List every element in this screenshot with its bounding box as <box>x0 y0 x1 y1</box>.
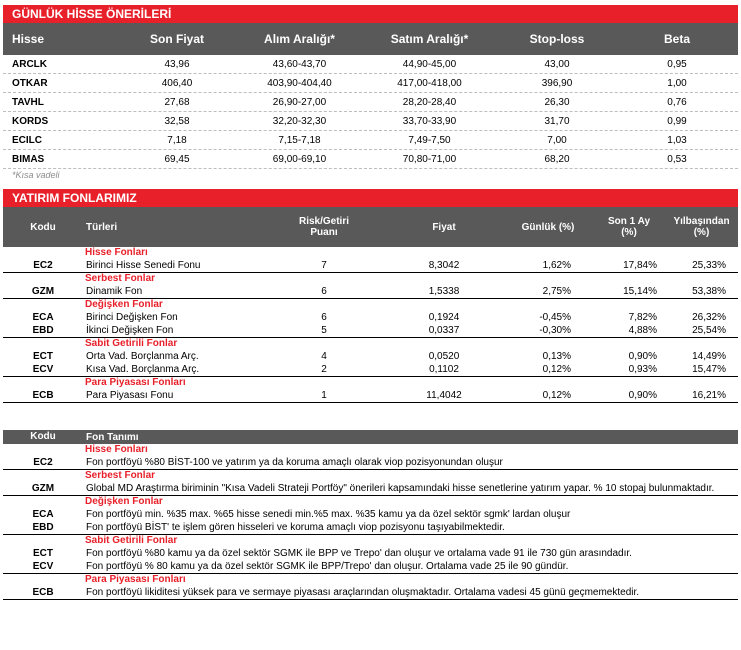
ytd-change: 26,32% <box>692 312 726 323</box>
fund-code: ECT <box>33 351 53 362</box>
buy-range: 32,20-32,30 <box>272 115 327 127</box>
header-fon-tanimi: Fon Tanımı <box>86 431 139 443</box>
definitions-header-row <box>3 430 738 444</box>
header-satim-araligi: Satım Aralığı* <box>390 32 469 46</box>
daily-stock-recommendations <box>3 5 738 181</box>
daily-change: -0,30% <box>539 325 571 336</box>
fund-code: ECB <box>32 587 54 598</box>
daily-change: 0,13% <box>542 351 571 362</box>
header-fiyat: Fiyat <box>432 221 456 233</box>
price: 0,0520 <box>428 351 460 362</box>
monthly-change: 0,90% <box>628 390 657 401</box>
table-row <box>3 131 738 150</box>
header-alim-araligi: Alım Aralığı* <box>264 32 335 46</box>
daily-change: 0,12% <box>542 364 571 375</box>
fund-name: Birinci Değişken Fon <box>86 312 178 323</box>
fund-code: ECV <box>32 364 54 375</box>
fund-name: Para Piyasası Fonu <box>86 390 174 401</box>
beta: 0,76 <box>667 96 687 108</box>
table-row <box>3 508 738 521</box>
table-row <box>3 547 738 560</box>
price: 11,4042 <box>426 390 462 401</box>
header-stop-loss: Stop-loss <box>529 32 585 46</box>
header-gunluk: Günlük (%) <box>521 221 575 233</box>
table-row <box>3 560 738 574</box>
category-label: Serbest Fonlar <box>85 273 156 284</box>
table-row <box>3 93 738 112</box>
fund-description: Fon portföyü likiditesi yüksek para ve sermaye piyasası araçlarından oluşmaktadır. Ortalama vadesi 45 günü geçmemektedir. <box>86 587 640 598</box>
stock-code: KORDS <box>12 115 49 127</box>
category-label: Değişken Fonlar <box>85 299 163 310</box>
fund-name: Birinci Hisse Senedi Fonu <box>86 260 201 271</box>
table-row <box>3 112 738 131</box>
price: 0,1924 <box>428 312 460 323</box>
sell-range: 7,49-7,50 <box>408 134 451 146</box>
header-beta: Beta <box>663 32 690 46</box>
risk-score: 5 <box>321 325 327 336</box>
last-price: 32,58 <box>164 115 190 127</box>
stock-code: OTKAR <box>12 77 48 89</box>
beta: 1,00 <box>667 77 687 89</box>
fund-code: ECA <box>32 509 54 520</box>
ytd-change: 14,49% <box>692 351 726 362</box>
category-label: Hisse Fonları <box>85 444 148 455</box>
fund-description: Fon portföyü min. %35 max. %65 hisse senedi min.%5 max. %35 kamu ya da özel sektör sgmk' lardan oluşur <box>86 509 571 520</box>
table-row <box>3 259 738 273</box>
category-label: Serbest Fonlar <box>85 470 156 481</box>
header-son-fiyat: Son Fiyat <box>149 32 204 46</box>
fund-name: Kısa Vad. Borçlanma Arç. <box>86 364 200 375</box>
risk-score: 2 <box>321 364 327 375</box>
table-row <box>3 456 738 470</box>
ytd-change: 25,54% <box>692 325 726 336</box>
table-row <box>3 521 738 535</box>
table-row <box>3 311 738 324</box>
monthly-change: 0,93% <box>628 364 657 375</box>
buy-range: 69,00-69,10 <box>272 153 327 165</box>
fund-name: İkinci Değişken Fon <box>86 325 174 336</box>
fund-description: Fon portföyü BİST' te işlem gören hisseleri ve koruma amaçlı viop pozisyonu taşıyabilmektedir. <box>86 522 505 533</box>
sell-range: 417,00-418,00 <box>397 77 462 89</box>
table-row <box>3 586 738 600</box>
sell-range: 44,90-45,00 <box>402 58 457 70</box>
daily-change: -0,45% <box>539 312 571 323</box>
risk-score: 6 <box>321 312 327 323</box>
stop-loss: 26,30 <box>544 96 570 108</box>
fund-name: Dinamik Fon <box>86 286 143 297</box>
header-risk-getiri: Risk/Getiri Puanı <box>298 216 350 238</box>
monthly-change: 0,90% <box>628 351 657 362</box>
last-price: 69,45 <box>164 153 190 165</box>
monthly-change: 15,14% <box>623 286 657 297</box>
fund-code: ECT <box>33 548 53 559</box>
ytd-change: 16,21% <box>692 390 726 401</box>
stock-code: BIMAS <box>12 153 45 165</box>
price: 1,5338 <box>428 286 460 297</box>
fund-code: EBD <box>32 325 54 336</box>
stop-loss: 31,70 <box>544 115 570 127</box>
fund-code: EC2 <box>33 260 53 271</box>
category-label: Para Piyasası Fonları <box>85 574 186 585</box>
table-row <box>3 389 738 403</box>
fund-definitions <box>3 430 738 600</box>
header-son-1-ay: Son 1 Ay (%) <box>607 216 651 238</box>
category-label: Değişken Fonlar <box>85 496 163 507</box>
stocks-title: GÜNLÜK HİSSE ÖNERİLERİ <box>3 5 738 23</box>
fund-description: Fon portföyü %80 kamu ya da özel sektör SGMK ile BPP ve Trepo' dan oluşur ve ortalama vade 91 ile 730 gün arasındadır. <box>86 548 632 559</box>
table-row <box>3 363 738 377</box>
sell-range: 70,80-71,00 <box>402 153 457 165</box>
fund-name: Orta Vad. Borçlanma Arç. <box>86 351 199 362</box>
daily-change: 1,62% <box>542 260 571 271</box>
stop-loss: 7,00 <box>547 134 567 146</box>
stop-loss: 396,90 <box>541 77 573 89</box>
sell-range: 28,20-28,40 <box>402 96 457 108</box>
table-row <box>3 150 738 169</box>
funds-title: YATIRIM FONLARIMIZ <box>3 189 738 207</box>
fund-code: EC2 <box>33 457 53 468</box>
monthly-change: 17,84% <box>623 260 657 271</box>
risk-score: 4 <box>321 351 327 362</box>
risk-score: 1 <box>321 390 327 401</box>
fund-description: Fon portföyü % 80 kamu ya da özel sektör SGMK ile BPP/Trepo' dan oluşur. Ortalama vade 25 ile 90 gündür. <box>86 561 569 572</box>
monthly-change: 7,82% <box>628 312 657 323</box>
table-row <box>3 324 738 338</box>
funds-header-row <box>3 207 738 247</box>
ytd-change: 53,38% <box>692 286 726 297</box>
header-yilbasindan: Yılbaşından (%) <box>673 216 730 238</box>
daily-change: 2,75% <box>542 286 571 297</box>
beta: 0,53 <box>667 153 687 165</box>
category-label: Sabit Getirili Fonlar <box>85 338 178 349</box>
beta: 0,99 <box>667 115 687 127</box>
price: 8,3042 <box>428 260 460 271</box>
stock-code: ECILC <box>12 134 42 146</box>
stock-code: ARCLK <box>12 58 47 70</box>
fund-code: ECB <box>32 390 54 401</box>
monthly-change: 4,88% <box>628 325 657 336</box>
price: 0,0337 <box>428 325 460 336</box>
buy-range: 43,60-43,70 <box>272 58 327 70</box>
risk-score: 6 <box>321 286 327 297</box>
table-row <box>3 74 738 93</box>
header-kodu: Kodu <box>30 221 56 233</box>
fund-code: ECV <box>32 561 54 572</box>
category-label: Hisse Fonları <box>85 247 148 258</box>
sell-range: 33,70-33,90 <box>402 115 457 127</box>
last-price: 43,96 <box>164 58 190 70</box>
stocks-footnote: *Kısa vadeli <box>12 170 60 180</box>
stock-code: TAVHL <box>12 96 44 108</box>
fund-code: GZM <box>31 483 55 494</box>
buy-range: 403,90-404,40 <box>267 77 332 89</box>
investment-funds <box>3 189 738 403</box>
stop-loss: 43,00 <box>544 58 570 70</box>
fund-code: EBD <box>32 522 54 533</box>
category-label: Para Piyasası Fonları <box>85 377 186 388</box>
stop-loss: 68,20 <box>544 153 570 165</box>
header-kodu: Kodu <box>30 431 56 442</box>
risk-score: 7 <box>321 260 327 271</box>
header-hisse: Hisse <box>12 32 45 46</box>
ytd-change: 15,47% <box>692 364 726 375</box>
header-turleri: Türleri <box>86 221 118 233</box>
table-row <box>3 482 738 496</box>
buy-range: 7,15-7,18 <box>278 134 321 146</box>
table-row <box>3 55 738 74</box>
price: 0,1102 <box>429 364 459 375</box>
last-price: 27,68 <box>164 96 190 108</box>
beta: 0,95 <box>667 58 687 70</box>
fund-description: Fon portföyü %80 BİST-100 ve yatırım ya da koruma amaçlı olarak viop pozisyonundan oluşur <box>86 457 503 468</box>
fund-code: ECA <box>32 312 54 323</box>
fund-description: Global MD Araştırma biriminin "Kısa Vadeli Strateji Portföy" önerileri kapsamındaki hisse senetlerine yatırım yapar. % 10 stopaj bulunmaktadır. <box>86 483 715 494</box>
last-price: 7,18 <box>167 134 187 146</box>
ytd-change: 25,33% <box>692 260 726 271</box>
last-price: 406,40 <box>161 77 193 89</box>
buy-range: 26,90-27,00 <box>272 96 327 108</box>
fund-code: GZM <box>31 286 55 297</box>
beta: 1,03 <box>667 134 687 146</box>
stocks-header-row <box>3 23 738 55</box>
table-row <box>3 350 738 363</box>
table-row <box>3 285 738 299</box>
daily-change: 0,12% <box>542 390 571 401</box>
category-label: Sabit Getirili Fonlar <box>85 535 178 546</box>
